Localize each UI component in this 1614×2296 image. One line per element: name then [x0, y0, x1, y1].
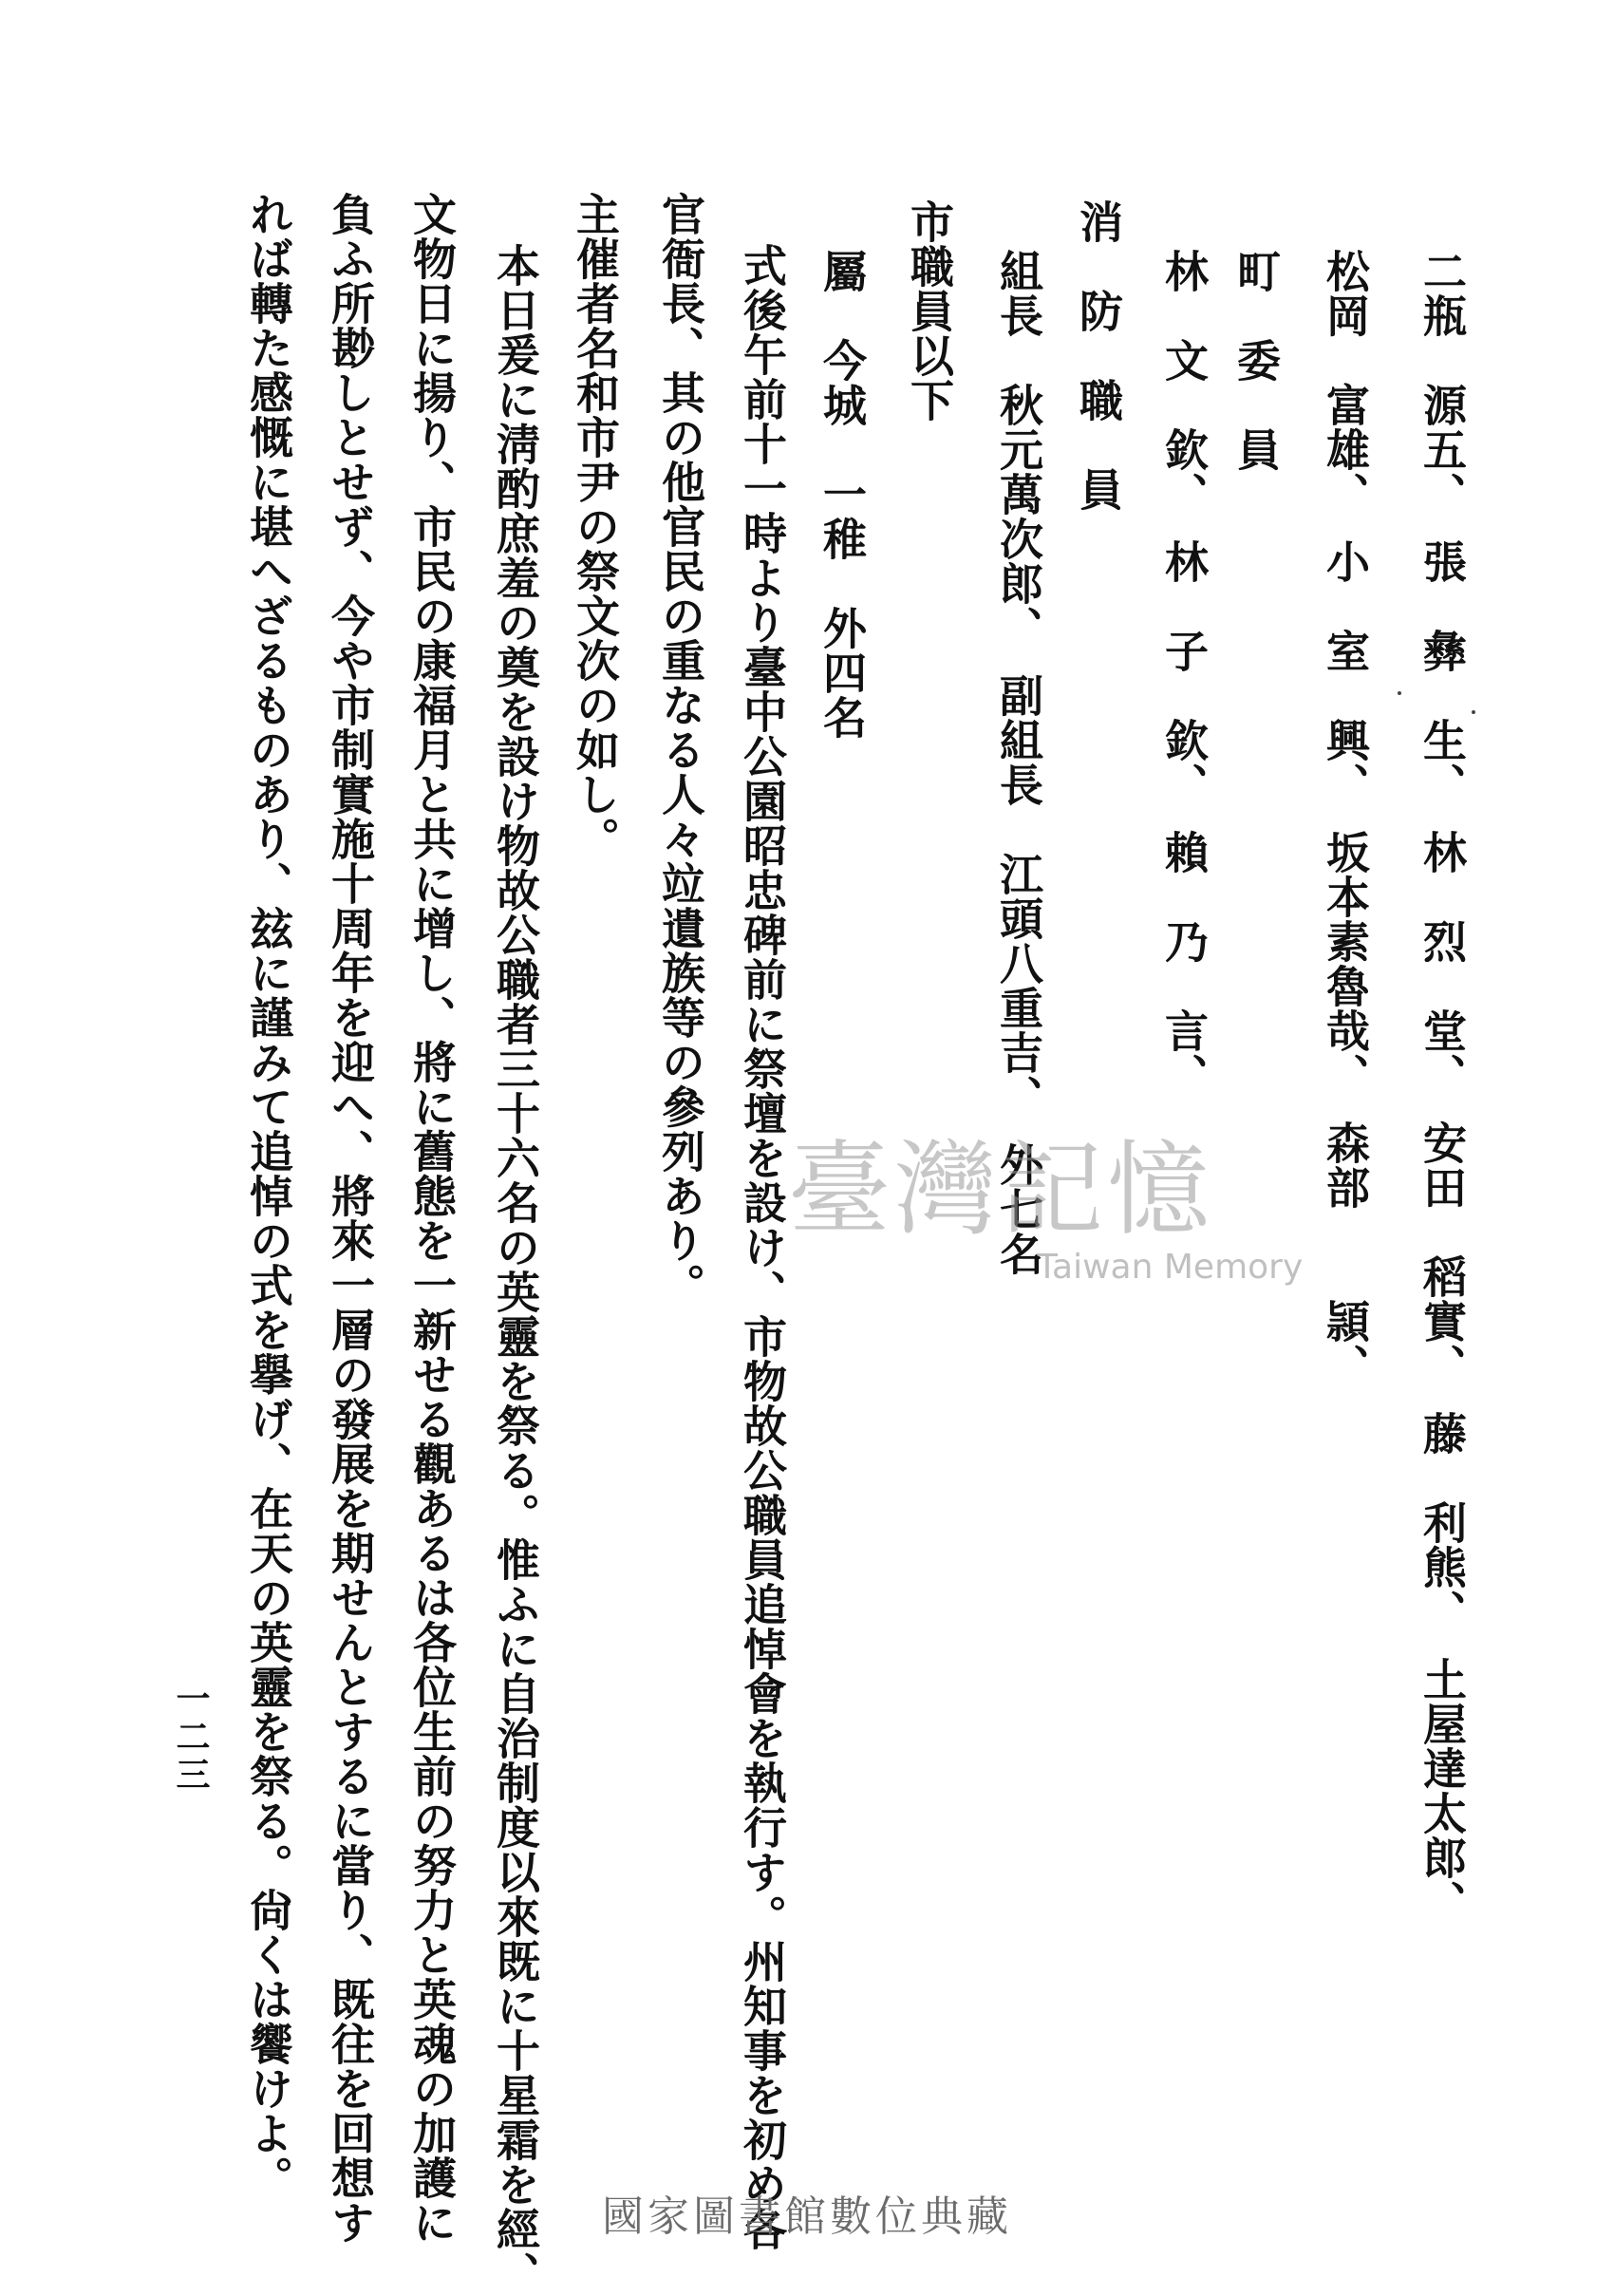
- text-column-9: 式後午前十一時より臺中公園昭忠碑前に祭壇を設け、市物故公職員追悼會を執行す。州知事を初め各: [737, 243, 788, 2251]
- text-column-1: 二瓶 源五、 張 彝 生、 林 烈 堂、 安田 稻實、 藤 利熊、 土屋達太郎、: [1417, 249, 1468, 1925]
- watermark: [788, 1131, 1320, 1301]
- text-column-2: 松岡 富雄、 小 室 興、 坂本素魯哉、 森部 頴、: [1320, 249, 1371, 1388]
- text-column-13: 文物日に揚り、市民の康福月と共に增し、將に舊態を一新せる觀あるは各位生前の努力と英魂の加護に: [406, 192, 458, 2245]
- page-number: 一二三: [171, 1681, 211, 1795]
- footer-credit: 國家圖書館數位典藏: [602, 2192, 1012, 2241]
- text-column-5: 消 防 職 員: [1073, 199, 1124, 512]
- text-column-6: 組長 秋元萬次郎、 副組長 江頭八重吉、 外七名: [993, 249, 1044, 1276]
- ink-speck: [1398, 691, 1401, 695]
- watermark-subtitle: Taiwan Memory: [1037, 1248, 1304, 1287]
- text-column-15: れば轉た感慨に堪へざるものあり、玆に謹みて追悼の式を擧げ、在天の英靈を祭る。尙くは饗けよ。: [243, 192, 294, 2200]
- text-column-10: 官衙長、其の他官民の重なる人々竝遺族等の參列あり。: [655, 192, 706, 1308]
- text-column-8: 屬 今城 一稚 外四名: [816, 249, 868, 740]
- text-column-12: 本日爰に淸酌庶羞の奠を設け物故公職者三十六名の英靈を祭る。惟ふに自治制度以來既に十星霜を經、: [490, 243, 541, 2296]
- text-column-4: 林 文 欽、 林 子 欽、 賴 乃 言、: [1158, 249, 1210, 1098]
- ink-speck: [1472, 710, 1475, 714]
- text-column-3: 町 委 員: [1230, 249, 1282, 472]
- text-column-14: 負ふ所尠しとせず、今や市制實施十周年を迎へ、將來一層の發展を期せんとするに當り、既往を回想す: [325, 192, 376, 2245]
- text-column-11: 主催者名和市尹の祭文次の如し。: [570, 192, 621, 861]
- text-column-7: 市職員以下: [904, 199, 955, 423]
- watermark-title: 臺灣記憶: [788, 1131, 1214, 1250]
